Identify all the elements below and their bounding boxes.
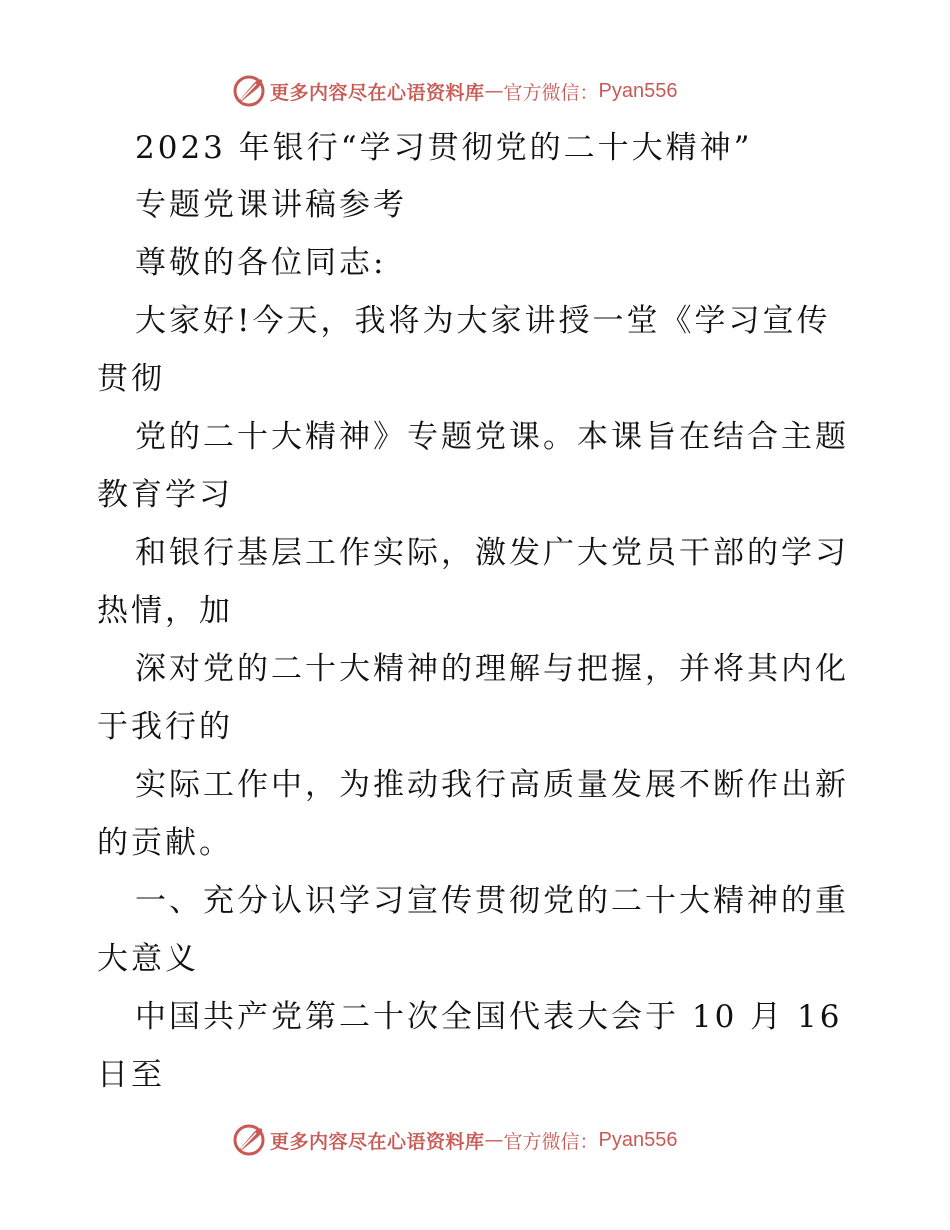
section-text-line-1: 中国共产党第二十次全国代表大会于 10 月 16 bbox=[135, 999, 843, 1035]
watermark-brand: 更多内容尽在心语资料库 bbox=[270, 1130, 485, 1153]
watermark-wechat-id: Pyan556 bbox=[598, 1128, 678, 1151]
watermark-separator: — bbox=[484, 1129, 504, 1151]
paragraph-line: 实际工作中，为推动我行高质量发展不断作出新 bbox=[135, 767, 849, 803]
watermark-separator: — bbox=[484, 80, 504, 102]
watermark-brand: 更多内容尽在心语资料库 bbox=[270, 81, 485, 104]
section-heading-line-2: 大意义 bbox=[97, 941, 199, 977]
paragraph-line: 贯彻 bbox=[97, 361, 165, 397]
paragraph-line: 大家好!今天，我将为大家讲授一堂《学习宣传 bbox=[135, 303, 831, 339]
quill-pen-logo-icon bbox=[232, 74, 266, 108]
paragraph-line: 的贡献。 bbox=[97, 825, 233, 861]
title-line-2: 专题党课讲稿参考 bbox=[135, 187, 407, 223]
paragraph-line: 热情，加 bbox=[97, 593, 233, 629]
section-heading-line-1: 一、充分认识学习宣传贯彻党的二十大精神的重 bbox=[135, 883, 849, 919]
paragraph-line: 于我行的 bbox=[97, 709, 233, 745]
paragraph-line: 党的二十大精神》专题党课。本课旨在结合主题 bbox=[135, 419, 849, 455]
watermark-label: 官方微信： bbox=[503, 1130, 599, 1153]
header-watermark bbox=[232, 72, 678, 110]
title-line-1: 2023 年银行“学习贯彻党的二十大精神” bbox=[135, 130, 753, 166]
watermark-label: 官方微信： bbox=[503, 81, 599, 104]
greeting: 尊敬的各位同志: bbox=[135, 245, 387, 281]
footer-watermark bbox=[232, 1121, 678, 1159]
paragraph-line: 深对党的二十大精神的理解与把握，并将其内化 bbox=[135, 651, 849, 687]
section-text-line-2: 日至 bbox=[97, 1057, 165, 1093]
watermark-wechat-id: Pyan556 bbox=[598, 79, 678, 102]
paragraph-line: 和银行基层工作实际，激发广大党员干部的学习 bbox=[135, 535, 849, 571]
quill-pen-logo-icon bbox=[232, 1123, 266, 1157]
paragraph-line: 教育学习 bbox=[97, 477, 233, 513]
